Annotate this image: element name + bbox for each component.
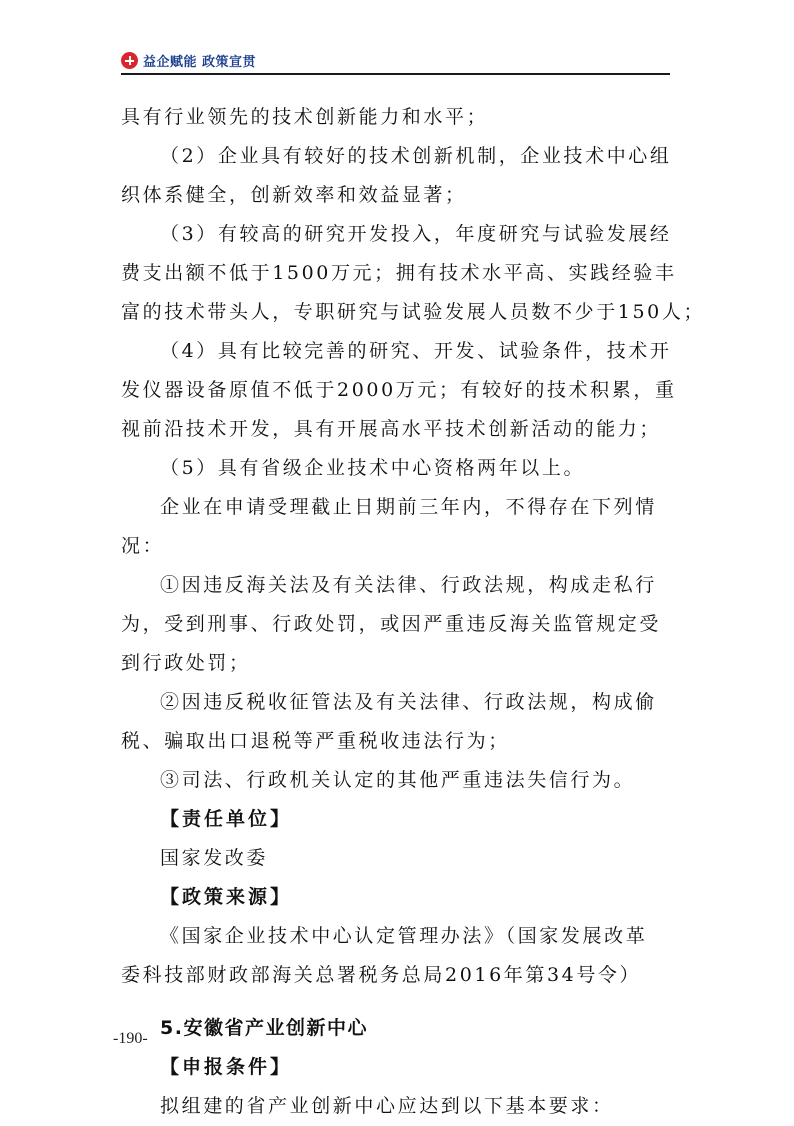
section-heading-source: 【政策来源】: [160, 886, 293, 908]
body-line: 委科技部财政部海关总署税务总局2016年第34号令）: [121, 964, 642, 986]
body-line: （5）具有省级企业技术中心资格两年以上。: [160, 457, 586, 479]
body-line: 视前沿技术开发，具有开展高水平技术创新活动的能力；: [121, 418, 662, 440]
body-line: 具有行业领先的技术创新能力和水平；: [121, 106, 489, 128]
body-line: 《国家企业技术中心认定管理办法》（国家发展改革: [160, 925, 648, 947]
body-line: （4）具有比较完善的研究、开发、试验条件，技术开: [160, 340, 672, 362]
brand-title: 益企赋能 政策宣贯: [143, 55, 257, 70]
body-line: 企业在申请受理截止日期前三年内，不得存在下列情: [160, 496, 657, 518]
body-line: 发仪器设备原值不低于2000万元；有较好的技术积累，重: [121, 379, 677, 401]
body-line: 织体系健全，创新效率和效益显著；: [121, 184, 467, 206]
page-number: -190-: [113, 1030, 148, 1047]
page-header: [121, 50, 670, 80]
header-divider: [121, 73, 670, 75]
body-line: ②因违反税收征管法及有关法律、行政法规，构成偷: [160, 691, 657, 713]
section-title: 5.安徽省产业创新中心: [160, 1017, 368, 1039]
body-line: ③司法、行政机关认定的其他严重违法失信行为。: [160, 769, 636, 791]
body-line: （2）企业具有较好的技术创新机制，企业技术中心组: [160, 145, 672, 167]
body-line: 国家发改委: [160, 847, 269, 869]
body-line: 拟组建的省产业创新中心应达到以下基本要求：: [160, 1095, 614, 1117]
body-line: 为，受到刑事、行政处罚，或因严重违反海关监管规定受: [121, 613, 662, 635]
section-heading-conditions: 【申报条件】: [160, 1056, 293, 1078]
brand: [121, 51, 256, 70]
logo-icon: [121, 52, 138, 69]
document-body: [121, 98, 706, 1126]
body-line: （3）有较高的研究开发投入，年度研究与试验发展经: [160, 223, 672, 245]
body-line: 富的技术带头人，专职研究与试验发展人员数不少于150人；: [121, 301, 706, 323]
body-line: 费支出额不低于1500万元；拥有技术水平高、实践经验丰: [121, 262, 677, 284]
body-line: ①因违反海关法及有关法律、行政法规，构成走私行: [160, 574, 657, 596]
body-line: 到行政处罚；: [121, 652, 251, 674]
body-line: 况：: [121, 535, 165, 557]
section-heading-responsible: 【责任单位】: [160, 808, 293, 830]
body-line: 税、骗取出口退税等严重税收违法行为；: [121, 730, 510, 752]
